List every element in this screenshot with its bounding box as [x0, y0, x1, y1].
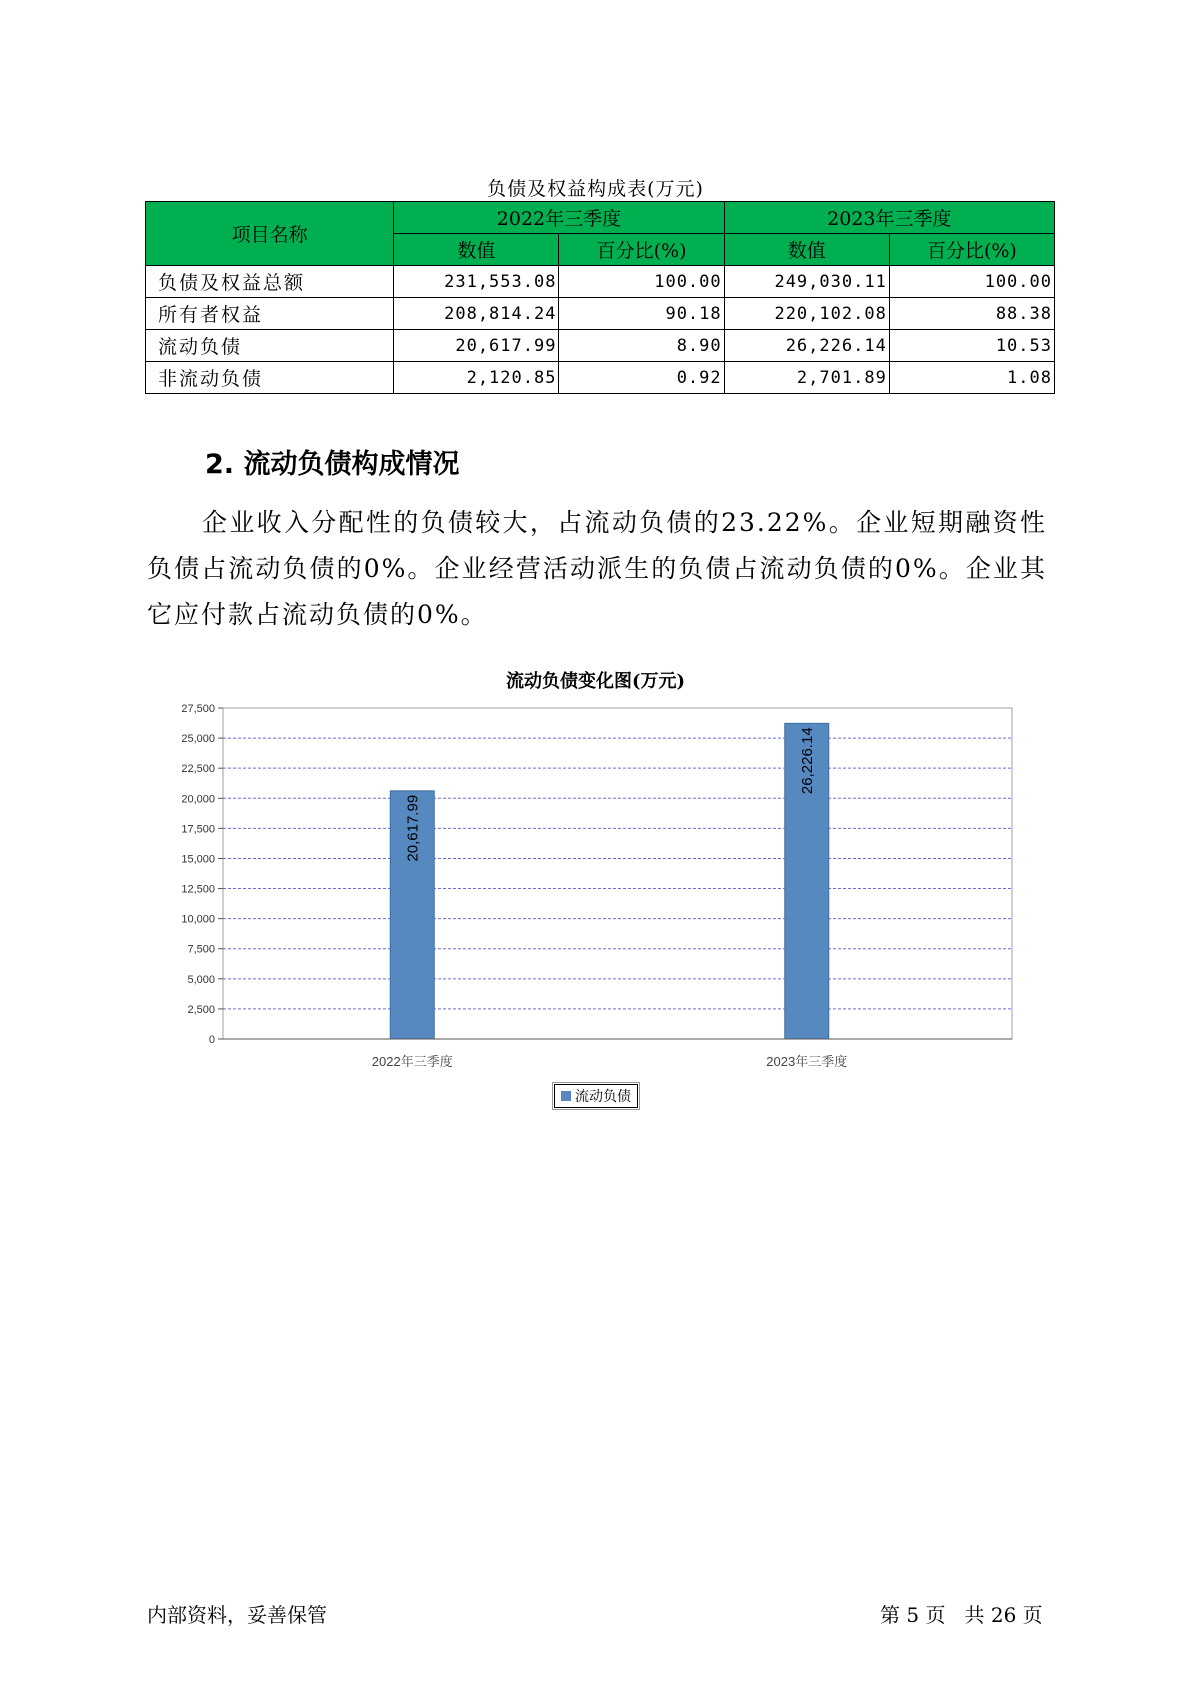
y-tick-label: 27,500 — [181, 703, 215, 715]
table-cell: 2,120.85 — [394, 362, 559, 394]
y-tick-label: 20,000 — [181, 793, 215, 806]
table-cell: 0.92 — [559, 362, 724, 394]
table-caption: 负债及权益构成表(万元) — [487, 178, 704, 200]
plot-area — [223, 708, 1012, 1039]
table-cell: 220,102.08 — [724, 298, 889, 330]
table-cell: 231,553.08 — [394, 266, 559, 298]
table-cell: 1.08 — [889, 362, 1054, 394]
value-header: 数值 — [724, 234, 889, 266]
table-cell: 20,617.99 — [394, 330, 559, 362]
section-heading: 2. 流动负债构成情况 — [205, 449, 460, 480]
table-cell: 8.90 — [559, 330, 724, 362]
table-cell: 208,814.24 — [394, 298, 559, 330]
table-cell: 249,030.11 — [724, 266, 889, 298]
y-tick-label: 2,500 — [187, 1003, 215, 1016]
y-tick-label: 7,500 — [187, 943, 215, 956]
body-paragraph: 企业收入分配性的负债较大，占流动负债的23.22%。企业短期融资性负债占流动负债的0%。企业经营活动派生的负债占流动负债的0%。企业其它应付款占流动负债的0%。 — [147, 508, 1047, 629]
y-tick-label: 12,500 — [181, 883, 215, 896]
y-tick-label: 0 — [208, 1034, 215, 1046]
chart-title: 流动负债变化图(万元) — [505, 671, 686, 692]
item-name-header: 项目名称 — [146, 202, 394, 266]
row-label: 所有者权益 — [146, 298, 394, 330]
x-tick-label: 2023年三季度 — [766, 1054, 848, 1069]
bar-data-label: 20,617.99 — [404, 794, 422, 862]
y-tick-label: 17,500 — [181, 823, 215, 836]
percent-header: 百分比(%) — [559, 234, 724, 266]
footer-confidential-note: 内部资料，妥善保管 — [147, 1603, 327, 1627]
period-header-2023: 2023年三季度 — [724, 202, 1054, 234]
legend-label: 流动负债 — [575, 1089, 631, 1105]
value-header: 数值 — [394, 234, 559, 266]
percent-header: 百分比(%) — [889, 234, 1054, 266]
table-cell: 10.53 — [889, 330, 1054, 362]
y-tick-label: 22,500 — [181, 763, 215, 776]
table-cell: 100.00 — [559, 266, 724, 298]
period-header-2022: 2022年三季度 — [394, 202, 724, 234]
footer-page-number: 第 5 页 共 26 页 — [880, 1603, 1043, 1627]
chart-legend — [554, 1084, 638, 1108]
table-cell: 2,701.89 — [724, 362, 889, 394]
table-cell: 26,226.14 — [724, 330, 889, 362]
x-tick-label: 2022年三季度 — [371, 1054, 453, 1069]
y-tick-label: 5,000 — [187, 973, 215, 986]
row-label: 负债及权益总额 — [146, 266, 394, 298]
bar-data-label: 26,226.14 — [798, 727, 816, 795]
y-tick-label: 25,000 — [181, 733, 215, 746]
row-label: 非流动负债 — [146, 362, 394, 394]
y-tick-label: 15,000 — [181, 853, 215, 866]
table-cell: 90.18 — [559, 298, 724, 330]
table-cell: 88.38 — [889, 298, 1054, 330]
y-tick-label: 10,000 — [181, 913, 215, 926]
row-label: 流动负债 — [146, 330, 394, 362]
table-cell: 100.00 — [889, 266, 1054, 298]
legend-swatch — [561, 1091, 571, 1101]
